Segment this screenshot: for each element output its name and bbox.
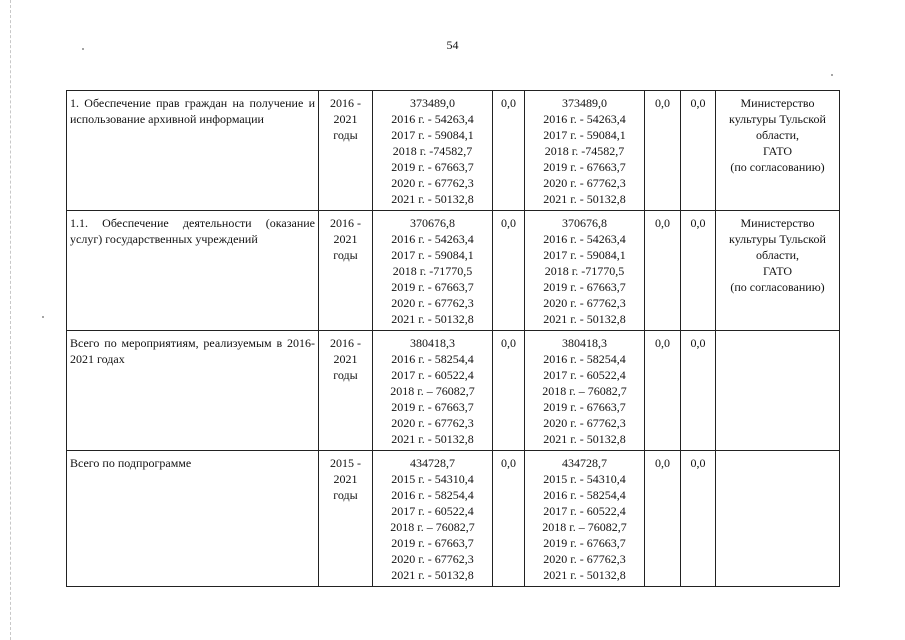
other-funding-cell: 0,0: [681, 451, 716, 587]
scan-speck: [42, 316, 44, 318]
scan-margin-line: [10, 0, 11, 640]
total-funding-cell: 373489,0 2016 г. - 54263,4 2017 г. - 59084,1 2018 г. -74582,7 2019 г. - 67663,7 2020 г. - 67762,3 2021 г. - 50132,8: [373, 91, 493, 211]
regional-funding-cell: 370676,8 2016 г. - 54263,4 2017 г. - 59084,1 2018 г. -71770,5 2019 г. - 67663,7 2020 г. - 67762,3 2021 г. - 50132,8: [525, 211, 645, 331]
regional-funding-cell: 373489,0 2016 г. - 54263,4 2017 г. - 59084,1 2018 г. -74582,7 2019 г. - 67663,7 2020 г. - 67762,3 2021 г. - 50132,8: [525, 91, 645, 211]
total-funding-cell: 434728,7 2015 г. - 54310,4 2016 г. - 58254,4 2017 г. - 60522,4 2018 г. – 76082,7 2019 г. - 67663,7 2020 г. - 67762,3 2021 г. - 50132,8: [373, 451, 493, 587]
other-funding-cell: 0,0: [681, 211, 716, 331]
executor-cell: [716, 331, 840, 451]
activity-name-cell: 1.1. Обеспечение деятельности (оказание услуг) государственных учреждений: [67, 211, 319, 331]
period-cell: 2016 - 2021 годы: [319, 91, 373, 211]
period-cell: 2015 - 2021 годы: [319, 451, 373, 587]
regional-funding-cell: 434728,7 2015 г. - 54310,4 2016 г. - 58254,4 2017 г. - 60522,4 2018 г. – 76082,7 2019 г. - 67663,7 2020 г. - 67762,3 2021 г. - 50132,8: [525, 451, 645, 587]
activity-name-cell: 1. Обеспечение прав граждан на получение и использование архивной информации: [67, 91, 319, 211]
local-funding-cell: 0,0: [645, 451, 681, 587]
federal-funding-cell: 0,0: [493, 331, 525, 451]
table-row: [67, 211, 840, 331]
executor-cell: Министерство культуры Тульской области, ГАТО (по согласованию): [716, 211, 840, 331]
local-funding-cell: 0,0: [645, 331, 681, 451]
local-funding-cell: 0,0: [645, 211, 681, 331]
total-funding-cell: 370676,8 2016 г. - 54263,4 2017 г. - 59084,1 2018 г. -71770,5 2019 г. - 67663,7 2020 г. - 67762,3 2021 г. - 50132,8: [373, 211, 493, 331]
budget-table: [66, 90, 840, 587]
local-funding-cell: 0,0: [645, 91, 681, 211]
period-cell: 2016 - 2021 годы: [319, 211, 373, 331]
other-funding-cell: 0,0: [681, 91, 716, 211]
total-funding-cell: 380418,3 2016 г. - 58254,4 2017 г. - 60522,4 2018 г. – 76082,7 2019 г. - 67663,7 2020 г. - 67762,3 2021 г. - 50132,8: [373, 331, 493, 451]
executor-cell: Министерство культуры Тульской области, ГАТО (по согласованию): [716, 91, 840, 211]
federal-funding-cell: 0,0: [493, 91, 525, 211]
activity-name-cell: Всего по мероприятиям, реализуемым в 2016-2021 годах: [67, 331, 319, 451]
activity-name-cell: Всего по подпрограмме: [67, 451, 319, 587]
scan-speck: [831, 74, 833, 76]
regional-funding-cell: 380418,3 2016 г. - 58254,4 2017 г. - 60522,4 2018 г. – 76082,7 2019 г. - 67663,7 2020 г. - 67762,3 2021 г. - 50132,8: [525, 331, 645, 451]
executor-cell: [716, 451, 840, 587]
page-number: 54: [446, 38, 459, 52]
table-row: [67, 91, 840, 211]
table-row: [67, 451, 840, 587]
period-cell: 2016 - 2021 годы: [319, 331, 373, 451]
federal-funding-cell: 0,0: [493, 211, 525, 331]
other-funding-cell: 0,0: [681, 331, 716, 451]
table-row: [67, 331, 840, 451]
federal-funding-cell: 0,0: [493, 451, 525, 587]
